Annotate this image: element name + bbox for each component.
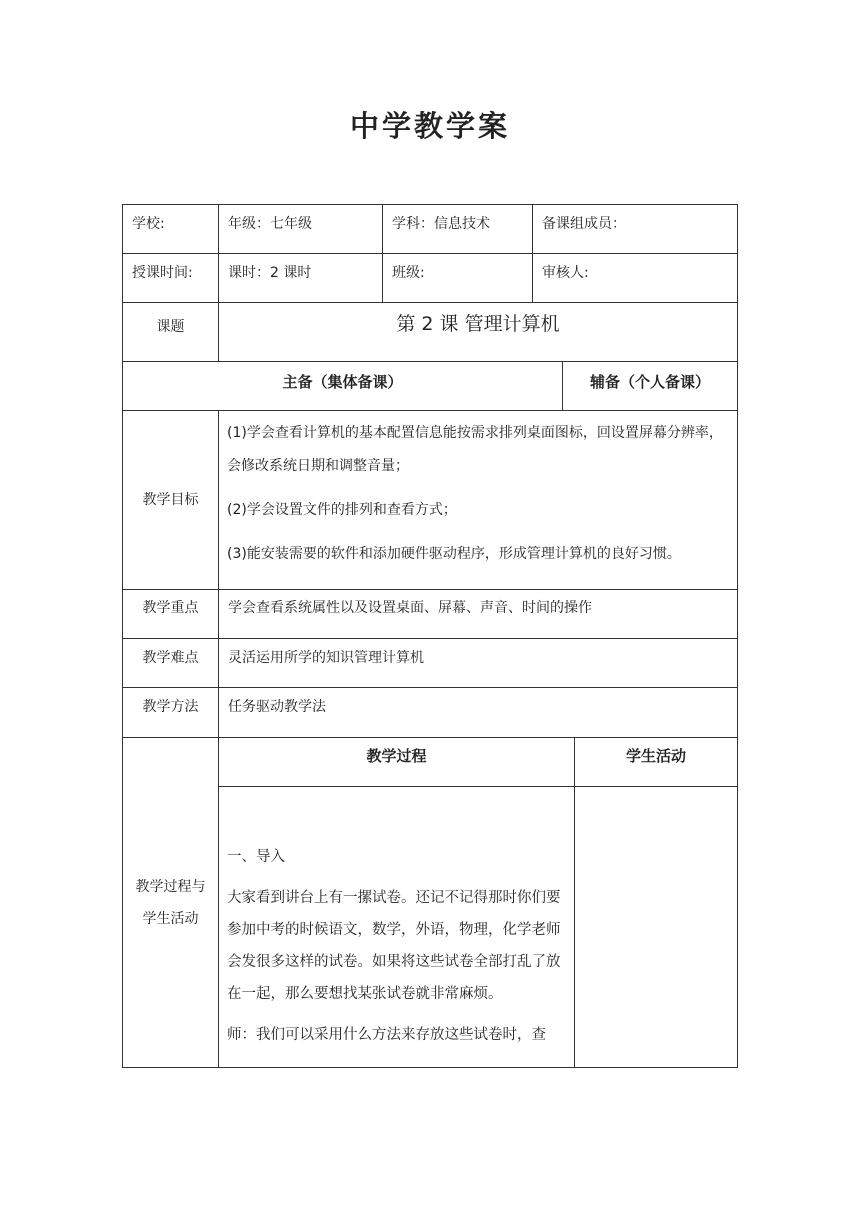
process-paragraph: 一、导入 — [227, 849, 285, 865]
process-content — [218, 786, 575, 1068]
objectives-content — [218, 410, 738, 590]
school-cell: 学校: — [122, 204, 219, 254]
process-paragraph: 大家看到讲台上有一摞试卷。还记不记得那时你们要参加中考的时候语文，数学，外语，物理，化学老师会发很多这样的试卷。如果将这些试卷全部打乱了放在一起，那么要想找某张试卷就非常麻烦。 — [227, 890, 561, 1002]
document-title: 中学教学案 — [349, 109, 510, 143]
key-point-label: 教学重点 — [122, 589, 219, 639]
aux-prep-header: 辅备（个人备课） — [562, 361, 738, 411]
objectives-label: 教学目标 — [122, 410, 219, 590]
process-header: 教学过程 — [218, 737, 575, 787]
hours-cell: 课时：2 课时 — [218, 253, 383, 303]
objective-item: (3)能安装需要的软件和添加硬件驱动程序，形成管理计算机的良好习惯。 — [227, 546, 681, 562]
members-cell: 备课组成员： — [532, 204, 738, 254]
reviewer-cell: 审核人: — [532, 253, 738, 303]
grade-cell: 年级：七年级 — [218, 204, 383, 254]
objective-item: (2)学会设置文件的排列和查看方式； — [227, 502, 457, 518]
process-label-line: 教学过程与 — [135, 878, 206, 895]
process-label — [122, 737, 219, 1068]
process-paragraph: 师：我们可以采用什么方法来存放这些试卷时，查 — [227, 1027, 546, 1043]
subject-cell: 学科：信息技术 — [382, 204, 533, 254]
objective-item: (1)学会查看计算机的基本配置信息能按需求排列桌面图标，回设置屏幕分辨率，会修改系统日期和调整音量； — [227, 425, 723, 474]
activity-header: 学生活动 — [574, 737, 738, 787]
topic-value: 第 2 课 管理计算机 — [218, 302, 738, 362]
main-prep-header: 主备（集体备课） — [122, 361, 563, 411]
key-point-value: 学会查看系统属性以及设置桌面、屏幕、声音、时间的操作 — [218, 589, 738, 639]
method-value: 任务驱动教学法 — [218, 687, 738, 738]
difficulty-value: 灵活运用所学的知识管理计算机 — [218, 638, 738, 688]
lesson-plan-table — [122, 204, 738, 1068]
topic-label: 课题 — [122, 302, 219, 362]
activity-content — [574, 786, 738, 1068]
method-label: 教学方法 — [122, 687, 219, 738]
lesson-time-cell: 授课时间: — [122, 253, 219, 303]
difficulty-label: 教学难点 — [122, 638, 219, 688]
process-label-line: 学生活动 — [142, 910, 199, 927]
class-cell: 班级: — [382, 253, 533, 303]
